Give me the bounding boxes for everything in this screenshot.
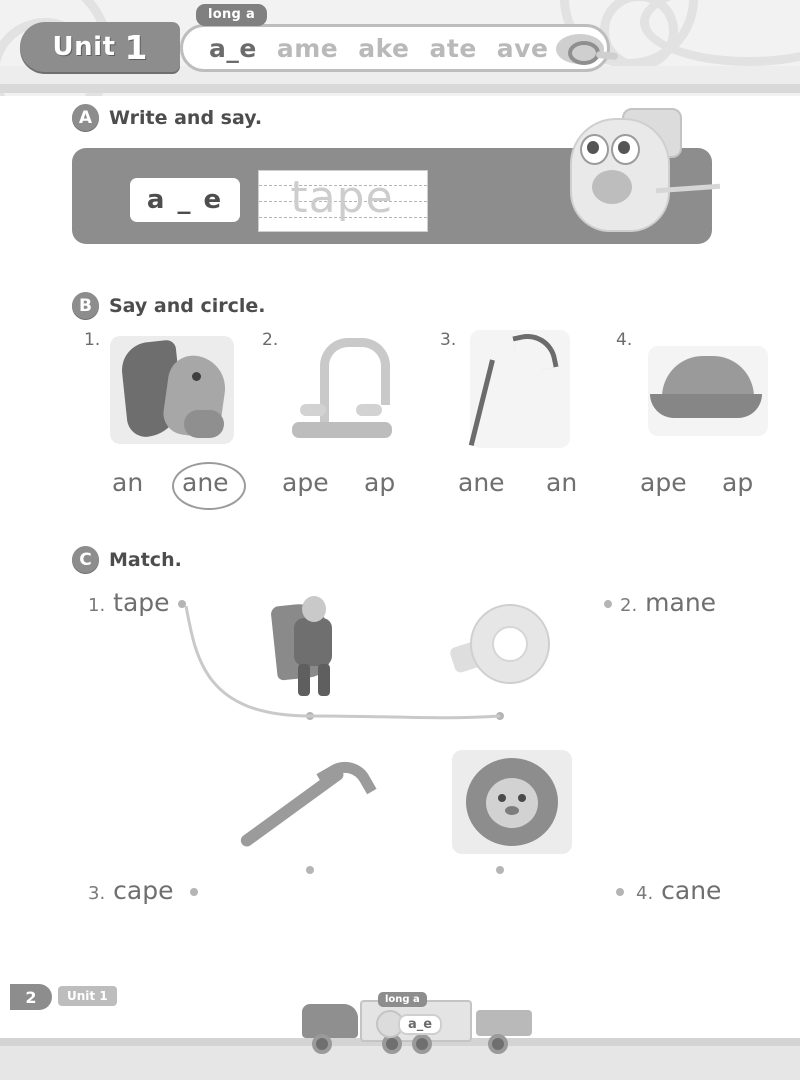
- option-1b-ane[interactable]: ane: [182, 468, 229, 497]
- section-a-heading: [72, 104, 262, 131]
- item-number-2: 2.: [262, 330, 279, 350]
- truck-long-a-badge: long a: [378, 992, 427, 1007]
- snail-icon: [556, 34, 604, 64]
- match-label-cane: cane: [661, 876, 722, 905]
- phonics-item-ake[interactable]: ake: [358, 33, 410, 63]
- truck-phonic-badge: a_e: [398, 1014, 442, 1035]
- match-number-3: 3.: [88, 883, 106, 904]
- option-2a-ape[interactable]: ape: [282, 468, 329, 497]
- match-dot-1[interactable]: [178, 600, 186, 608]
- phonics-strip: [180, 24, 610, 72]
- section-b-title: Say and circle.: [109, 294, 266, 317]
- footer-unit-label: Unit 1: [58, 986, 117, 1006]
- option-3a-ane[interactable]: ane: [458, 468, 505, 497]
- item-number-3: 3.: [440, 330, 457, 350]
- match-number-1: 1.: [88, 595, 106, 616]
- letter-pattern-box: a _ e: [130, 178, 240, 222]
- phonics-item-ame[interactable]: ame: [276, 33, 339, 63]
- match-word-4[interactable]: [636, 876, 721, 905]
- header-band-shadow: [0, 84, 800, 93]
- phonics-item-a_e[interactable]: a_e: [209, 33, 257, 63]
- phonics-item-ate[interactable]: ate: [429, 33, 477, 63]
- match-number-2: 2.: [620, 595, 638, 616]
- option-1a-an[interactable]: an: [112, 468, 144, 497]
- section-a-title: Write and say.: [109, 106, 263, 129]
- superhero-cape-picture: [268, 590, 358, 702]
- horse-head-picture: [110, 336, 234, 444]
- match-label-cape: cape: [113, 876, 174, 905]
- match-word-1[interactable]: [88, 588, 170, 617]
- section-c-title: Match.: [109, 548, 182, 571]
- picture-dot-lion[interactable]: [496, 866, 504, 874]
- section-b-marker: B: [72, 292, 99, 319]
- baseball-cap-picture: [648, 346, 768, 436]
- section-a-marker: A: [72, 104, 99, 131]
- option-4b-ap[interactable]: ap: [722, 468, 754, 497]
- candy-cane-picture: [240, 754, 364, 858]
- phonics-item-ave[interactable]: ave: [496, 33, 549, 63]
- page-number: 2: [10, 984, 52, 1010]
- trace-word-tape: tape: [290, 171, 394, 223]
- match-word-2[interactable]: [620, 588, 716, 617]
- tape-roll-picture: [452, 600, 556, 686]
- faucet-tap-picture: [290, 334, 400, 446]
- picture-dot-tape[interactable]: [496, 712, 504, 720]
- match-dot-2[interactable]: [604, 600, 612, 608]
- unit-word: Unit: [52, 32, 116, 62]
- section-b-heading: [72, 292, 266, 319]
- section-c-marker: C: [72, 546, 99, 573]
- match-dot-3[interactable]: [190, 888, 198, 896]
- section-c-heading: [72, 546, 182, 573]
- match-number-4: 4.: [636, 883, 654, 904]
- match-label-mane: mane: [645, 588, 717, 617]
- walking-cane-picture: [470, 330, 570, 448]
- item-number-1: 1.: [84, 330, 101, 350]
- option-2b-ap[interactable]: ap: [364, 468, 396, 497]
- picture-dot-candy-cane[interactable]: [306, 866, 314, 874]
- item-number-4: 4.: [616, 330, 633, 350]
- match-dot-4[interactable]: [616, 888, 624, 896]
- match-word-3[interactable]: [88, 876, 173, 905]
- option-4a-ape[interactable]: ape: [640, 468, 687, 497]
- koala-tape-mascot-icon: [536, 104, 696, 244]
- long-a-badge: long a: [196, 4, 267, 26]
- match-label-tape: tape: [113, 588, 170, 617]
- lion-mane-picture: [452, 750, 572, 854]
- option-3b-an[interactable]: an: [546, 468, 578, 497]
- unit-tab: [20, 22, 180, 72]
- unit-number: 1: [124, 27, 148, 67]
- picture-dot-cape[interactable]: [306, 712, 314, 720]
